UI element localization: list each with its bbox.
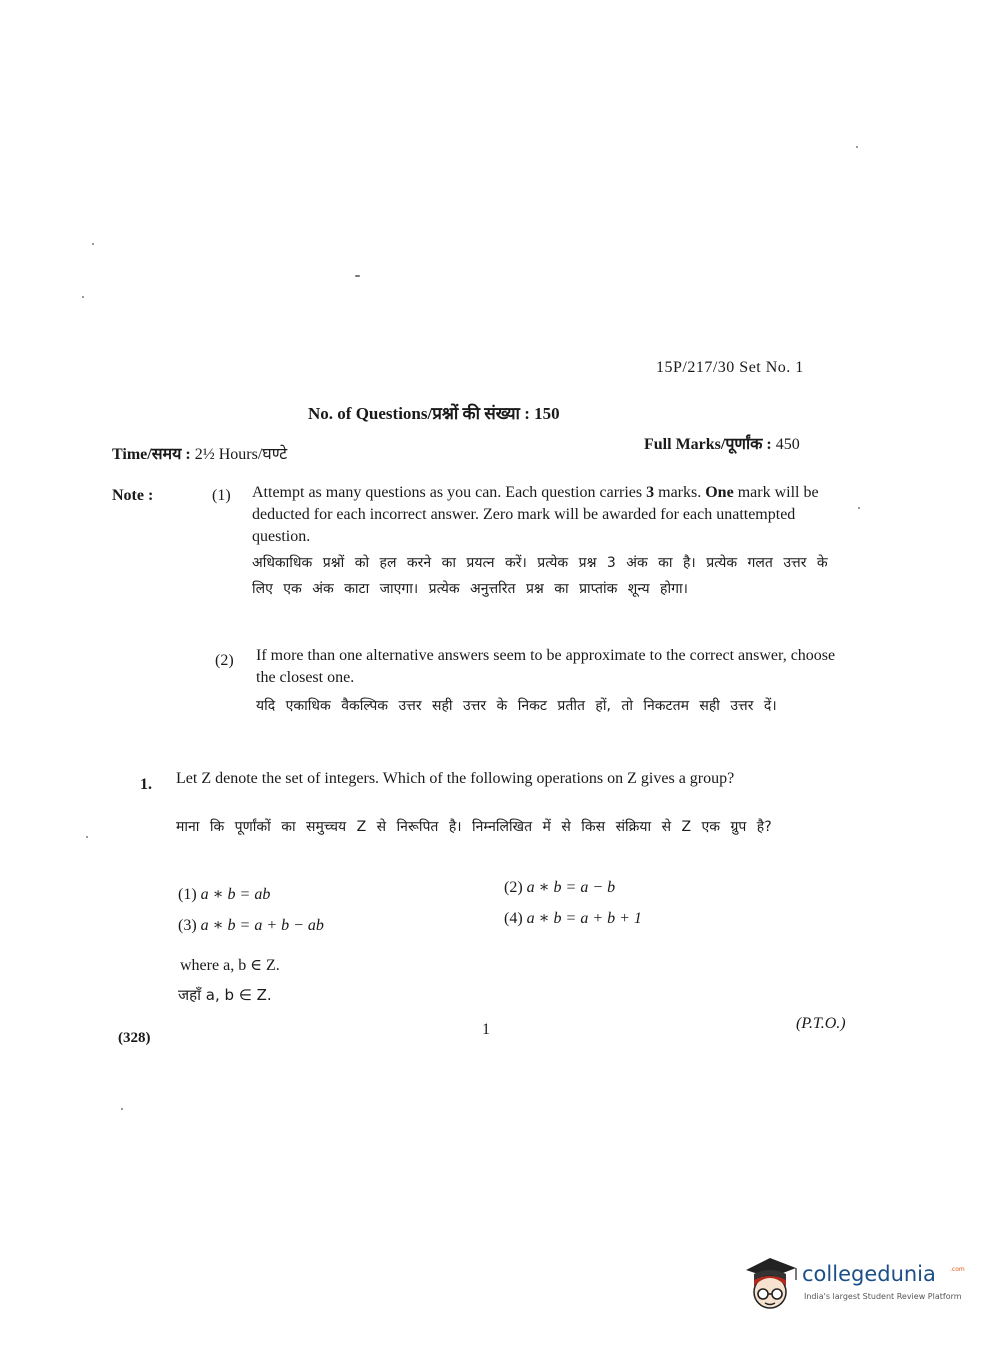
note-1-bold-one: One <box>705 484 734 501</box>
full-marks <box>644 432 800 454</box>
option-number: (4) <box>504 910 523 927</box>
marks-label: Full Marks/पूर्णांक : <box>644 436 772 453</box>
option-expression: a ∗ b = ab <box>200 886 271 903</box>
scan-speck <box>86 836 88 838</box>
note-1-bold-marks: 3 <box>646 484 655 501</box>
time-allowed <box>112 442 287 464</box>
note-1-text-b: marks. <box>658 484 702 501</box>
option-4 <box>504 908 642 928</box>
page-number: 1 <box>482 1021 490 1038</box>
option-expression: a ∗ b = a − b <box>526 879 616 896</box>
scan-speck <box>92 243 94 245</box>
logo-tagline: India's largest Student Review Platform <box>804 1292 962 1301</box>
scan-speck <box>82 296 84 298</box>
where-hindi: जहाँ a, b ∈ Z. <box>178 986 272 1004</box>
question-number: 1. <box>140 776 152 793</box>
note-item-number: (2) <box>215 652 234 669</box>
option-number: (1) <box>178 886 197 903</box>
scan-speck <box>858 507 860 509</box>
option-number: (3) <box>178 917 197 934</box>
scan-speck <box>355 275 360 277</box>
question-1-english: Let Z denote the set of integers. Which of the following operations on Z gives a group? <box>176 770 735 787</box>
time-value: 2½ Hours/घण्टे <box>194 446 288 463</box>
num-questions-value: 150 <box>534 404 560 423</box>
marks-value: 450 <box>775 436 800 453</box>
note-1-text-c: mark will be deducted for each incorrect answer. Zero mark will be awarded for each unattempted question. <box>252 484 819 545</box>
question-1-hindi: माना कि पूर्णांकों का समुच्चय Z से निरूपित है। निम्नलिखित में से किस संक्रिया से Z एक ग्रुप है? <box>176 819 772 835</box>
option-3 <box>178 915 324 935</box>
mascot-icon <box>740 1248 802 1314</box>
number-of-questions <box>308 401 560 424</box>
scan-speck <box>121 1108 123 1110</box>
pto-label: (P.T.O.) <box>796 1015 846 1032</box>
paper-code: 15P/217/30 Set No. 1 <box>656 359 804 376</box>
time-label: Time/समय : <box>112 446 191 463</box>
option-1 <box>178 884 270 904</box>
option-expression: a ∗ b = a + b − ab <box>200 917 324 934</box>
scan-speck <box>856 146 858 148</box>
note-item-number: (1) <box>212 487 231 504</box>
note-label: Note : <box>112 487 154 504</box>
option-2 <box>504 877 615 897</box>
note-2-english: If more than one alternative answers seem to be approximate to the correct answer, choose the closest one. <box>256 647 836 686</box>
logo-suffix: .com <box>950 1266 965 1273</box>
option-number: (2) <box>504 879 523 896</box>
option-expression: a ∗ b = a + b + 1 <box>526 910 642 927</box>
logo-wordmark: collegedunia <box>802 1262 936 1286</box>
note-1-english <box>252 482 852 548</box>
note-1-hindi: अधिकाधिक प्रश्नों को हल करने का प्रयत्न करें। प्रत्येक प्रश्न 3 अंक का है। प्रत्येक गलत उत्तर के लिए एक अंक काटा जाएगा। प्रत्येक अनुत्तरित प्रश्न का प्राप्तांक शून्य होगा। <box>252 555 828 597</box>
num-questions-label: No. of Questions/प्रश्नों की संख्या : <box>308 404 530 423</box>
note-2-hindi: यदि एकाधिक वैकल्पिक उत्तर सही उत्तर के निकट प्रतीत हों, तो निकटतम सही उत्तर दें। <box>256 698 777 714</box>
note-1-text-a: Attempt as many questions as you can. Each question carries <box>252 484 643 501</box>
where-english: where a, b ∈ Z. <box>180 957 280 974</box>
collegedunia-logo <box>740 1248 972 1314</box>
booklet-code: (328) <box>118 1030 151 1046</box>
